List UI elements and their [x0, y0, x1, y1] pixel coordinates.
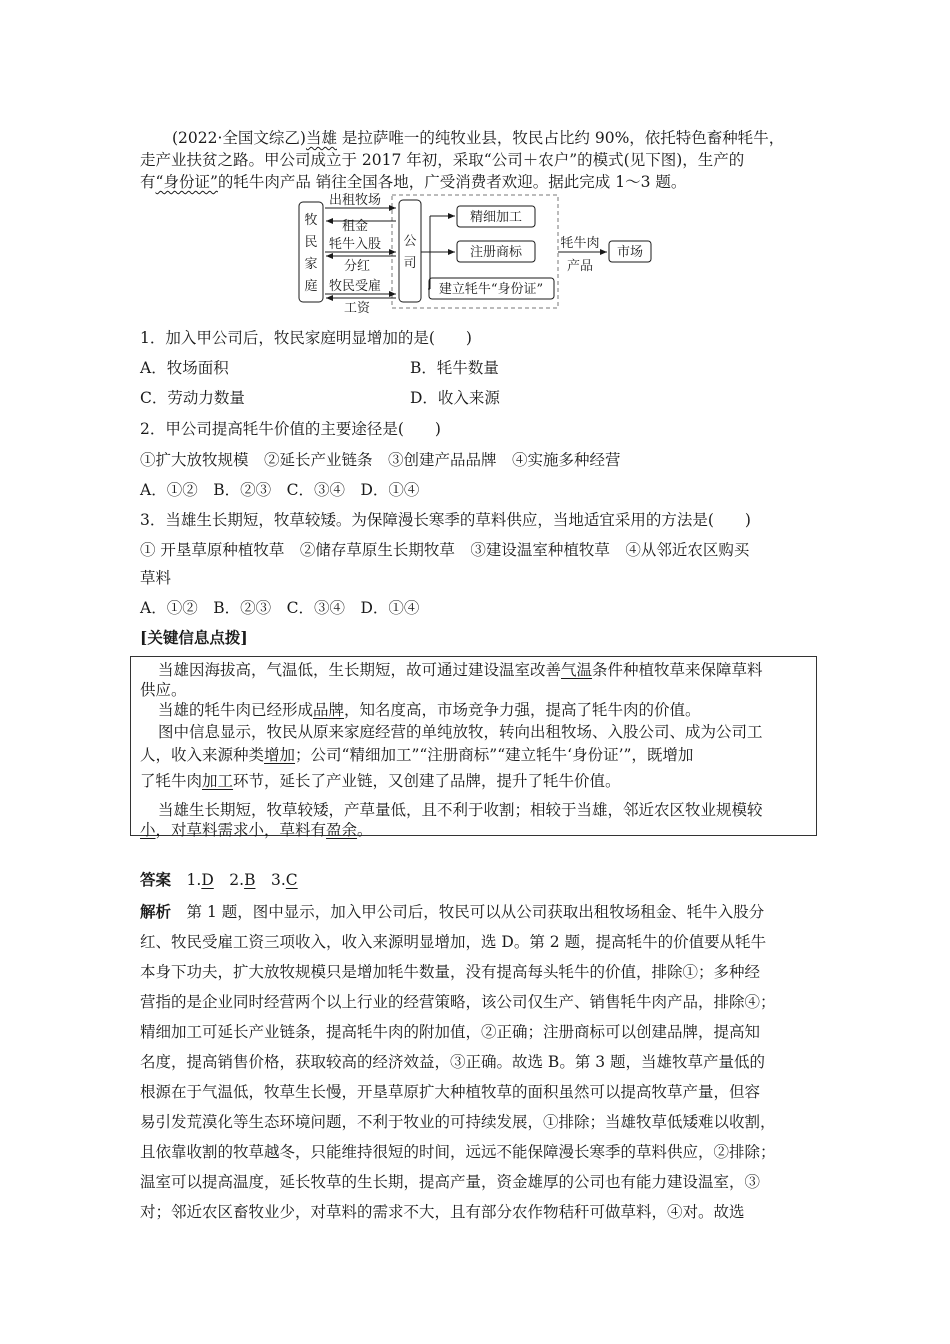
q1-option-b[interactable]: B．牦牛数量 [410, 359, 499, 377]
company-char-1: 公 [403, 234, 417, 249]
flow-rent-money: 租金 [341, 219, 369, 234]
key-underline: 加工 [202, 772, 234, 790]
key-text: ，知名度高，市场竞争力强，提高了牦牛肉的价值。 [344, 701, 701, 719]
analysis-line-10: 温室可以提高温度，延长牧草的生长期，提高产量，资金雄厚的公司也有能力建设温室，③ [140, 1173, 761, 1191]
company-household-diagram [0, 0, 950, 330]
key-text: 了牦牛肉 [140, 772, 203, 790]
source-tag: (2022·全国文综乙) [172, 129, 306, 147]
analysis-line-5: 精细加工可延长产业链条，提高牦牛肉的附加值，②正确；注册商标可以创建品牌，提高知 [140, 1023, 761, 1041]
analysis-line-9: 且依靠收割的牧草越冬，只能维持很短的时间，远远不能保障漫长寒季的草料供应，②排除； [140, 1143, 776, 1161]
flow-wage: 工资 [343, 301, 371, 316]
flow-dividend: 分红 [343, 259, 371, 274]
analysis-label: 解析 [140, 902, 172, 921]
answer-1: D [201, 871, 214, 889]
flow-yak-share: 牦牛入股 [328, 237, 382, 252]
answer-number: 2. [229, 871, 245, 889]
q1-option-d[interactable]: D．收入来源 [410, 389, 500, 407]
question-3-stem: 3．当雄生长期短，牧草较矮。为保障漫长寒季的草料供应，当地适宜采用的方法是( ) [140, 511, 751, 529]
analysis-line-2: 红、牧民受雇工资三项收入，收入来源明显增加，选 D。第 2 题，提高牦牛的价值要从牦牛 [140, 933, 767, 951]
product-label-2: 产品 [566, 259, 594, 274]
household-char-3: 家 [304, 257, 318, 272]
key-underline: 增加 [264, 746, 296, 764]
answer-2: B [244, 871, 256, 889]
key-text: 人，收入来源种类 [140, 746, 265, 764]
product-label-1: 牦牛肉 [560, 236, 600, 251]
key-underline: 品牌 [313, 701, 345, 719]
analysis-line-1 [140, 902, 764, 922]
q1-option-c[interactable]: C．劳动力数量 [140, 389, 245, 407]
company-char-2: 司 [403, 256, 417, 271]
question-2-stem: 2．甲公司提高牦牛价值的主要途径是( ) [140, 420, 441, 438]
process-yak-id: 建立牦牛“身份证” [438, 282, 544, 297]
answer-3: C [285, 871, 298, 889]
question-1-stem: 1．加入甲公司后，牧民家庭明显增加的是( ) [140, 329, 472, 347]
household-char-2: 民 [304, 235, 318, 250]
key-text: ；公司“精细加工”“注册商标”“建立牦牛‘身份证’”，既增加 [295, 746, 694, 764]
analysis-line-6: 名度，提高销售价格，获取较高的经济效益，③正确。故选 B。第 3 题，当雄牧草产量低的 [140, 1053, 766, 1071]
key-text: 。 [357, 821, 373, 839]
flow-employment: 牧民受雇 [328, 279, 382, 294]
q3-items-2: 草料 [140, 569, 172, 587]
key-text: 当雄的牦牛肉已经形成 [158, 701, 314, 719]
household-char-4: 庭 [304, 279, 318, 294]
key-text: 当雄因海拔高，气温低，生长期短，故可通过建设温室改善 [158, 661, 562, 679]
intro-text: 是拉萨唯一的纯牧业县，牧民占比约 90%，依托特色畜种牦牛， [336, 129, 785, 147]
key-underline: 气温 [561, 661, 593, 679]
q1-option-a[interactable]: A．牧场面积 [140, 359, 229, 377]
intro-line-2: 走产业扶贫之路。甲公司成立于 2017 年初，采取“公司＋农户”的模式(见下图)，生产的 [140, 151, 745, 169]
answer-line [140, 870, 298, 890]
flow-rent-pasture: 出租牧场 [328, 193, 382, 208]
analysis-line-11: 对；邻近农区畜牧业少，对草料的需求不大，且有部分农作物秸秆可做草料，④对。故选 [140, 1203, 745, 1221]
intro-text: 有 [140, 173, 156, 191]
process-trademark: 注册商标 [469, 245, 523, 260]
process-fine-processing: 精细加工 [469, 210, 523, 225]
analysis-line-4: 营指的是企业同时经营两个以上行业的经营策略，该公司仅生产、销售牦牛肉产品，排除④； [140, 993, 776, 1011]
intro-text: 的牦牛肉产品 销往全国各地，广受消费者欢迎。据此完成 1～3 题。 [217, 173, 687, 191]
answer-number: 3. [270, 871, 286, 889]
key-text: 环节，延长了产业链，又创建了品牌，提升了牦牛价值。 [233, 772, 621, 790]
q2-options[interactable]: A．①② B．②③ C．③④ D．①④ [140, 481, 420, 499]
market-label: 市场 [616, 245, 644, 260]
key-text: ，对草料需求小，草料有 [155, 821, 327, 839]
key-info-p3-line1: 图中信息显示，牧民从原来家庭经营的单纯放牧，转向出租牧场、入股公司、成为公司工 [158, 723, 763, 741]
answer-number: 1. [186, 871, 202, 889]
key-info-p1-line2: 供应。 [140, 681, 187, 699]
key-underline: 盈余 [326, 821, 358, 839]
key-phrase: “身份证” [155, 173, 218, 191]
q3-items-1: ① 开垦草原种植牧草 ②储存草原生长期牧草 ③建设温室种植牧草 ④从邻近农区购买 [140, 541, 750, 559]
analysis-line-8: 易引发荒漠化等生态环境问题，不利于牧业的可持续发展，①排除；当雄牧草低矮难以收割， [140, 1113, 776, 1131]
key-info-p4-line1: 当雄生长期短，牧草较矮，产草量低，且不利于收割；相较于当雄，邻近农区牧业规模较 [158, 801, 763, 819]
key-info-p1-line1 [158, 660, 763, 680]
household-char-1: 牧 [304, 213, 318, 228]
key-info-heading: [关键信息点拨] [140, 628, 248, 647]
key-info-p4-line2 [140, 820, 373, 840]
key-underline: 小 [140, 821, 156, 839]
key-text: 条件种植牧草来保障草料 [592, 661, 763, 679]
key-info-p2 [158, 700, 701, 720]
analysis-line-7: 根源在于气温低，牧草生长慢，开垦草原扩大种植牧草的面积虽然可以提高牧草产量，但容 [140, 1083, 761, 1101]
key-info-p3-line2 [140, 745, 693, 765]
analysis-text: 第 1 题，图中显示，加入甲公司后，牧民可以从公司获取出租牧场租金、牦牛入股分 [186, 903, 765, 921]
analysis-line-3: 本身下功夫，扩大放牧规模只是增加牦牛数量，没有提高每头牦牛的价值，排除①；多种经 [140, 963, 761, 981]
place-name: 当雄 [305, 129, 337, 147]
q3-options[interactable]: A．①② B．②③ C．③④ D．①④ [140, 599, 420, 617]
answer-label: 答案 [140, 870, 172, 889]
company-box [399, 200, 421, 302]
key-info-p3-line3 [140, 771, 621, 791]
q2-items: ①扩大放牧规模 ②延长产业链条 ③创建产品品牌 ④实施多种经营 [140, 451, 621, 469]
